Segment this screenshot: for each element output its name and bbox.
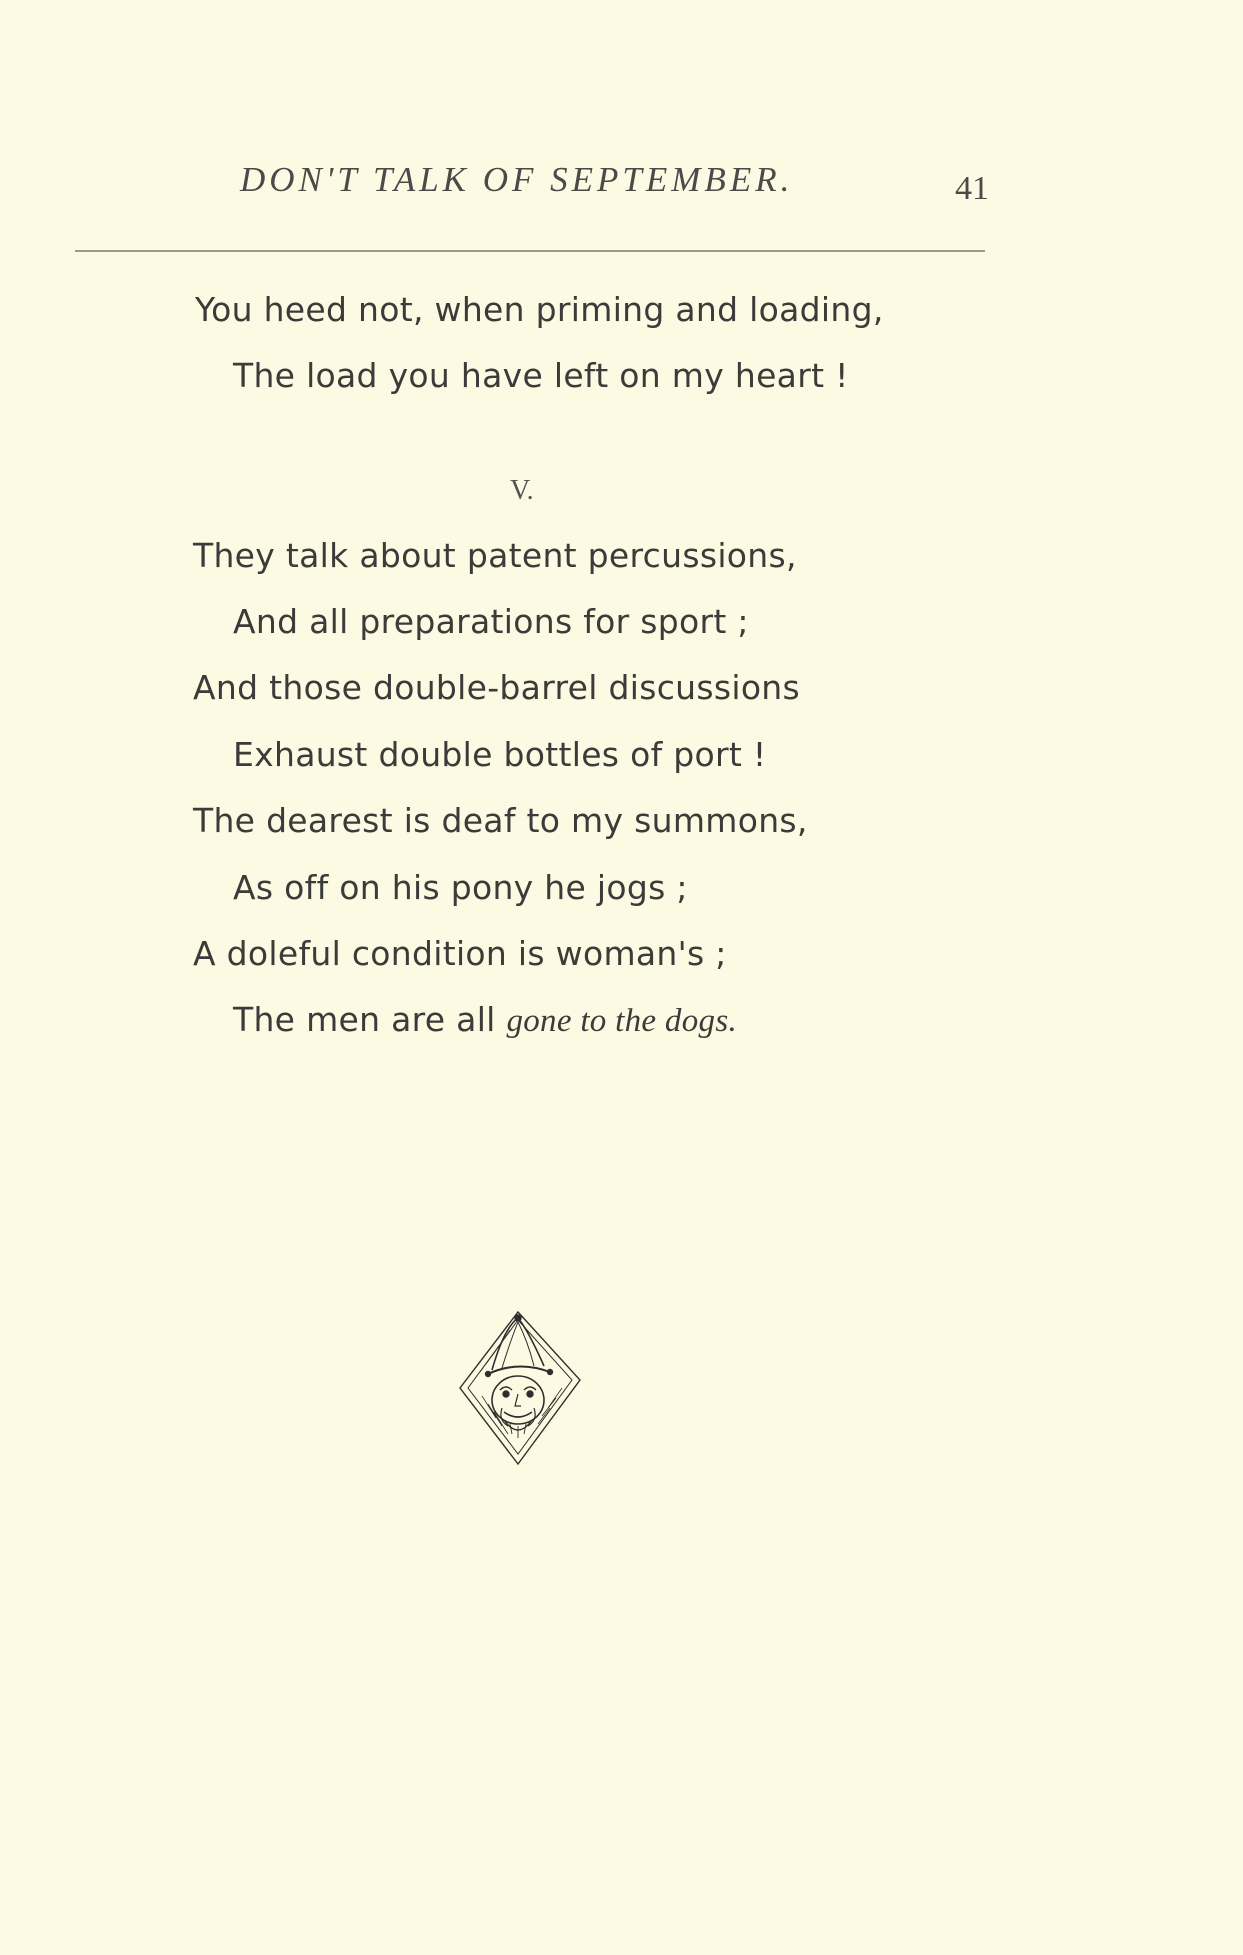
- verse-line: And those double-barrel discussions: [193, 668, 801, 707]
- verse-line: Exhaust double bottles of port !: [233, 735, 767, 774]
- verse-line: They talk about patent percussions,: [193, 536, 797, 575]
- page-number: 41: [955, 170, 989, 207]
- verse-line: As off on his pony he jogs ;: [233, 868, 688, 907]
- running-head-title: DON'T TALK OF SEPTEMBER.: [240, 160, 794, 199]
- header-rule: [75, 250, 985, 252]
- jester-head-diamond-icon: [458, 1308, 588, 1468]
- verse-line: The load you have left on my heart !: [233, 356, 849, 395]
- verse-line: The dearest is deaf to my summons,: [193, 801, 808, 840]
- verse-line-last: [233, 1000, 737, 1040]
- verse-line-italic: gone to the dogs.: [506, 1003, 738, 1039]
- verse-line: And all preparations for sport ;: [233, 602, 749, 641]
- verse-line-plain: The men are all: [233, 1000, 507, 1039]
- verse-line: You heed not, when priming and loading,: [195, 290, 884, 329]
- verse-line: A doleful condition is woman's ;: [193, 934, 727, 973]
- stanza-number: V.: [510, 475, 534, 506]
